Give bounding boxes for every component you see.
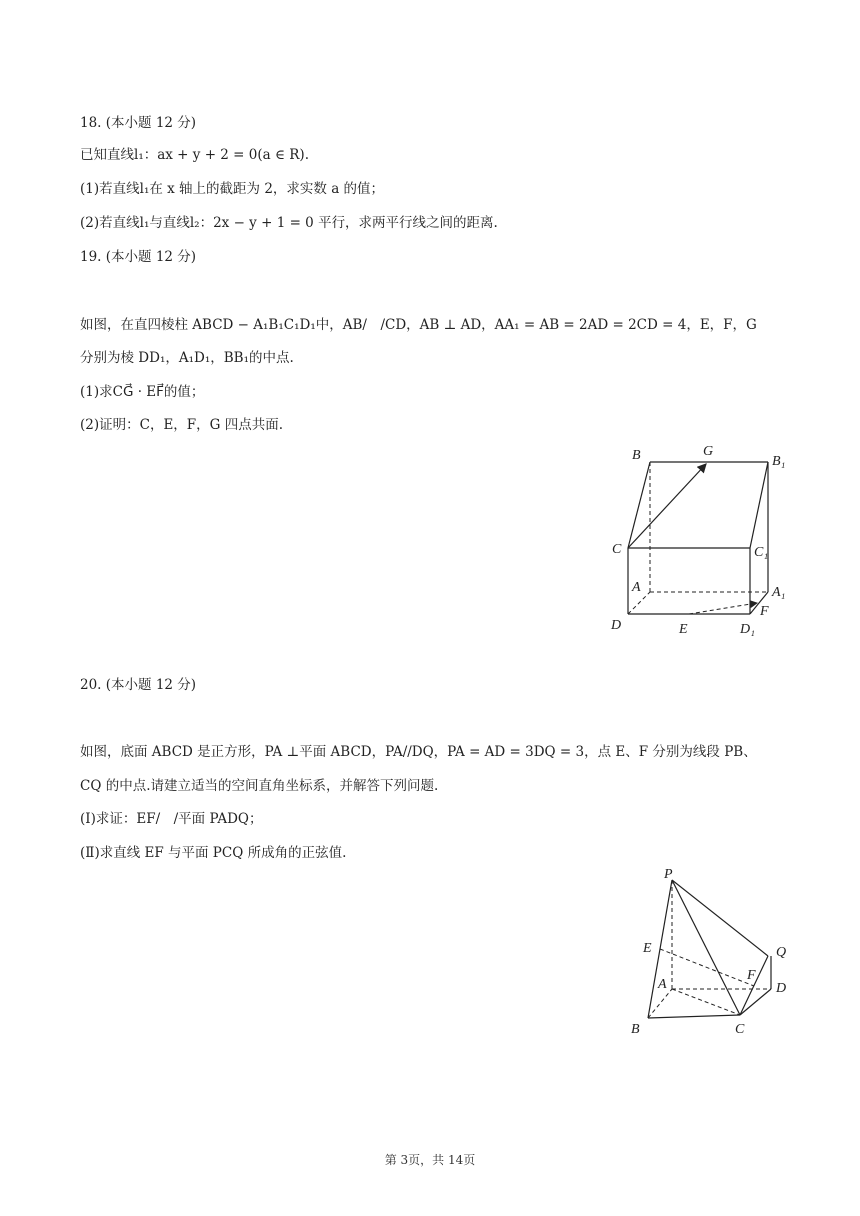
q19-label-B: B — [632, 448, 641, 463]
q19-label-C: C — [612, 542, 622, 557]
q20-label-D: D — [776, 981, 787, 996]
q18-part2: (2)若直线l₁与直线l₂：2x − y + 1 = 0 平行，求两平行线之间的距离. — [80, 215, 498, 231]
q20-label-Q: Q — [776, 945, 787, 960]
q19-label-E: E — [679, 622, 688, 637]
q19-prism-figure — [600, 438, 800, 668]
q20-label-B: B — [631, 1022, 640, 1037]
q19-label-G: G — [703, 444, 714, 459]
q19-part2: (2)证明：C，E，F，G 四点共面. — [80, 417, 284, 433]
q20-label-F: F — [747, 968, 756, 983]
q20-part2: (Ⅱ)求直线 EF 与平面 PCQ 所成角的正弦值. — [80, 845, 347, 861]
q20-stem-line1: 如图，底面 ABCD 是正方形，PA ⊥平面 ABCD，PA//DQ，PA = AD = 3DQ = 3，点 E、F 分别为线段 PB、 — [80, 744, 757, 760]
q19-label-D: D — [611, 618, 622, 633]
q20-header: 20. (本小题 12 分) — [80, 677, 197, 693]
page-footer: 第 3页，共 14页 — [384, 1153, 476, 1167]
q19-header: 19. (本小题 12 分) — [80, 249, 197, 265]
q19-label-F: F — [760, 604, 769, 619]
q20-part1: (Ⅰ)求证：EF/ /平面 PADQ； — [80, 811, 263, 827]
q19-stem-line1: 如图，在直四棱柱 ABCD − A₁B₁C₁D₁中，AB/ /CD，AB ⊥ AD，AA₁ = AB = 2AD = 2CD = 4，E，F，G — [80, 317, 757, 333]
q19-label-D1: D₁ — [740, 622, 755, 637]
q20-label-P: P — [664, 867, 673, 882]
q20-pyramid-figure — [620, 862, 800, 1042]
q20-label-A: A — [658, 977, 667, 992]
q19-label-A: A — [632, 580, 641, 595]
q19-label-C1: C₁ — [754, 545, 769, 560]
q18-part1: (1)若直线l₁在 x 轴上的截距为 2，求实数 a 的值； — [80, 181, 385, 197]
q20-label-E: E — [643, 941, 652, 956]
q20-label-C: C — [735, 1022, 745, 1037]
q19-stem-line2: 分别为棱 DD₁，A₁D₁，BB₁的中点. — [80, 350, 294, 366]
q19-part1: (1)求CG⃗ · EF⃗的值； — [80, 384, 205, 400]
q19-label-A1: A₁ — [772, 585, 786, 600]
q20-stem-line2: CQ 的中点.请建立适当的空间直角坐标系，并解答下列问题. — [80, 778, 439, 794]
q19-label-B1: B₁ — [772, 454, 786, 469]
q18-header: 18. (本小题 12 分) — [80, 115, 197, 131]
q18-stem: 已知直线l₁：ax + y + 2 = 0(a ∈ R). — [80, 147, 309, 163]
